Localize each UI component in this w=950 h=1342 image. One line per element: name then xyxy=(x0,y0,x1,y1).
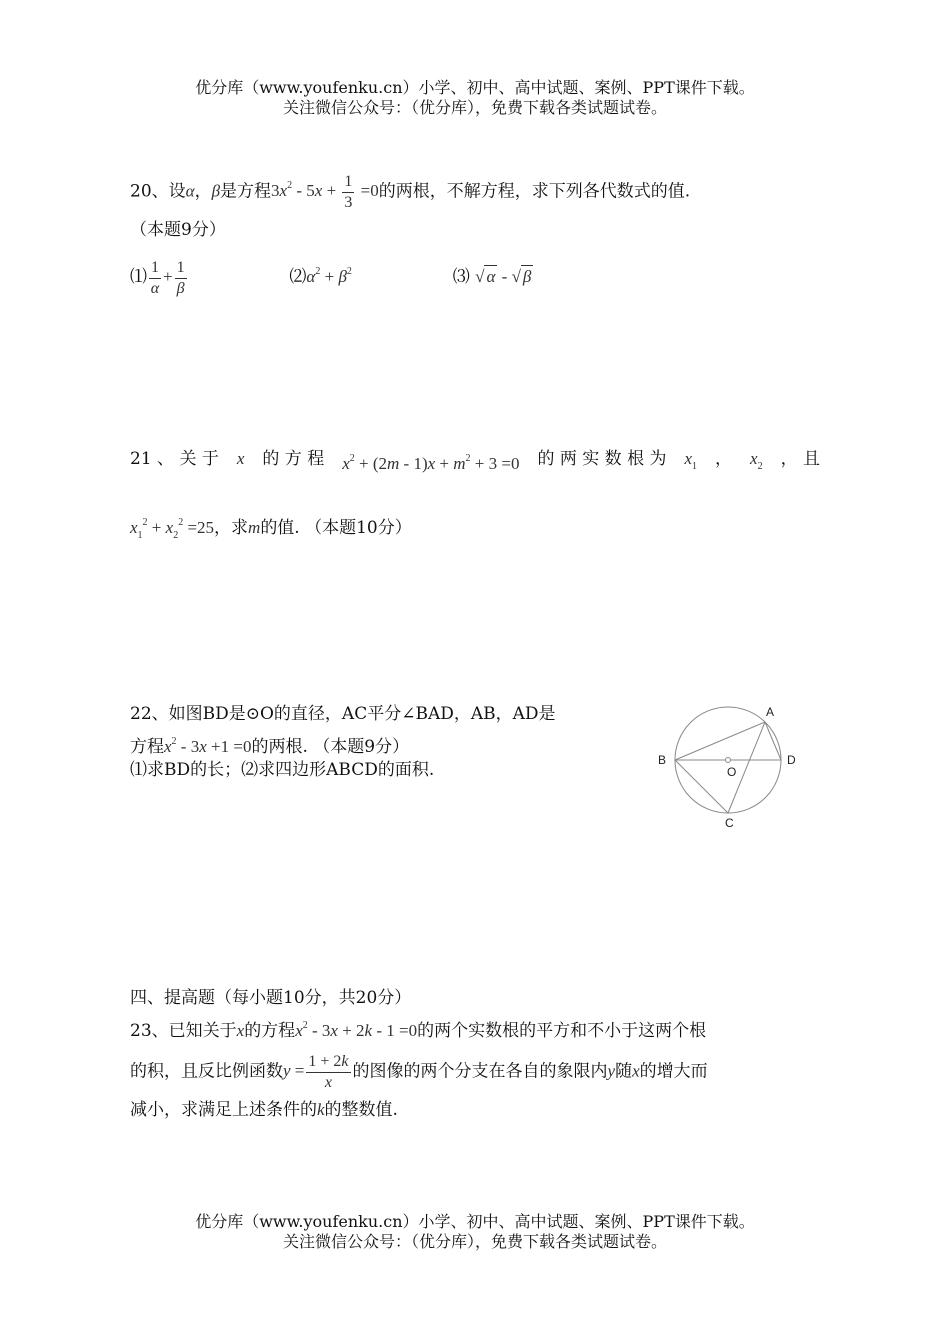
q23-line2: 的积，且反比例函数y = $\frac{1 + 2k}{x}$ 的图像的两个分支在各自的象限内y随x的增大而 xyxy=(130,1053,708,1091)
q22-line3: ⑴求BD的长；⑵求四边形ABCD的面积. xyxy=(130,760,435,780)
q21-equation: $x^2 + (2m - 1)x + m^2 + 3 =0$ xyxy=(342,453,520,473)
q23-equation: $x^2 - 3x + 2k - 1 =0$ xyxy=(295,1020,418,1040)
label-b: B xyxy=(658,753,667,767)
q20-subquestions xyxy=(130,258,533,299)
chord-bc xyxy=(675,760,728,813)
q20-sub2: $⑵\alpha^2 + \beta^2$ xyxy=(289,266,352,288)
q20-statement: 20、设α，β是方程$3x^2 - 5x$ + $\frac{1}{3}$ =0的两根，不解方程，求下列各代数式的值. xyxy=(130,173,691,211)
q20-equation: $3x^2 - 5x$ + $\frac{1}{3}$ =0 xyxy=(271,173,379,211)
label-c: C xyxy=(725,816,734,830)
q20-points: （本题9分） xyxy=(130,220,226,240)
q22-equation: $x^2 - 3x +1 =0$ xyxy=(164,736,252,756)
label-o: O xyxy=(727,765,737,779)
footer-line-2: 关注微信公众号：（优分库），免费下载各类试题试卷。 xyxy=(282,1232,667,1251)
section4-title: 四、提高题（每小题10分，共20分） xyxy=(130,988,412,1008)
q23-function: y = $\frac{1 + 2k}{x}$ xyxy=(283,1053,349,1091)
q23-line1: 23、已知关于x的方程$x^2 - 3x + 2k - 1 =0$的两个实数根的平方和不小于这两个根 xyxy=(130,1020,707,1041)
q20-sub3: ⑶ √ α - √ β xyxy=(452,267,532,288)
footer-line-1: 优分库（www.youfenku.cn）小学、初中、高中试题、案例、PPT课件下载。 xyxy=(195,1212,755,1231)
label-a: A xyxy=(766,705,775,719)
q22-line2: 方程$x^2 - 3x +1 =0$的两根. （本题9分） xyxy=(130,736,410,757)
header-line-2: 关注微信公众号：（优分库），免费下载各类试题试卷。 xyxy=(282,98,667,117)
q22-line1: 22、如图BD是⊙O的直径，AC平分∠BAD，AB，AD是 xyxy=(130,704,556,724)
center-point xyxy=(726,758,731,763)
q21-statement: 21 、 关 于 x 的 方 程 $x^2 + (2m - 1)x + m^2 + 3 =0$ 的 两 实 数 根 为 $x_1$ ， $x_2$ ， 且 xyxy=(130,448,820,478)
q21-condition: $x_1^2 + x_2^2 =25$，求m的值. （本题10分） xyxy=(130,517,412,541)
chord-ad xyxy=(765,722,781,760)
circle-figure xyxy=(648,700,818,835)
q23-line3: 减小，求满足上述条件的k的整数值. xyxy=(130,1100,398,1120)
header-line-1: 优分库（www.youfenku.cn）小学、初中、高中试题、案例、PPT课件下载。 xyxy=(195,78,755,97)
q20-sub1: ⑴ $\frac{1}{\alpha}$ + $\frac{1}{\beta}$ xyxy=(130,259,185,297)
label-d: D xyxy=(787,753,796,767)
